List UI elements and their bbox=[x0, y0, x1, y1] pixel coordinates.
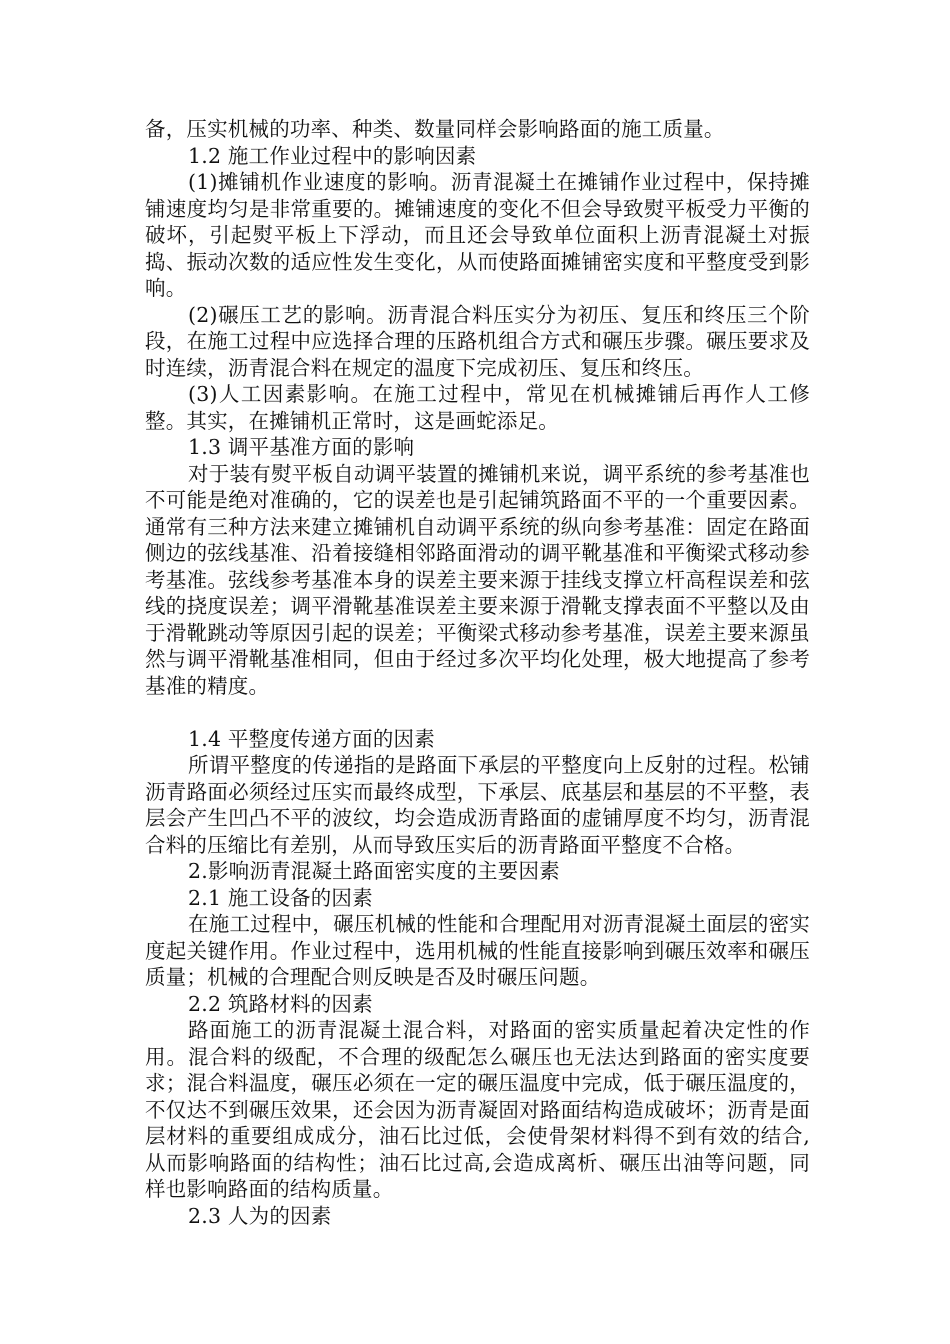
paragraph: 所谓平整度的传递指的是路面下承层的平整度向上反射的过程。松铺沥青路面必须经过压实而最终成型，下承层、底基层和基层的不平整，表层会产生凹凸不平的波纹，均会造成沥青路面的虚铺厚度不均匀，沥青混合料的压缩比有差别，从而导致压实后的沥青路面平整度不合格。 bbox=[145, 753, 810, 857]
section-heading: 2.3 人为的因素 bbox=[188, 1203, 332, 1228]
paragraph: 在施工过程中，碾压机械的性能和合理配用对沥青混凝土面层的密实度起关键作用。作业过程中，选用机械的性能直接影响到碾压效率和碾压质量；机械的合理配合则反映是否及时碾压问题。 bbox=[145, 912, 810, 989]
paragraph: 对于装有熨平板自动调平装置的摊铺机来说，调平系统的参考基准也不可能是绝对准确的，它的误差也是引起铺筑路面不平的一个重要因素。通常有三种方法来建立摊铺机自动调平系统的纵向参考基准：固定在路面侧边的弦线基准、沿着接缝相邻路面滑动的调平靴基准和平衡梁式移动参考基准。弦线参考基准本身的误差主要来源于挂线支撑立杆高程误差和弦线的挠度误差；调平滑靴基准误差主要来源于滑靴支撑表面不平整以及由于滑靴跳动等原因引起的误差；平衡梁式移动参考基准，误差主要来源虽然与调平滑靴基准相同，但由于经过多次平均化处理，极大地提高了参考基准的精度。 bbox=[145, 461, 810, 698]
paragraph: 备，压实机械的功率、种类、数量同样会影响路面的施工质量。 bbox=[145, 117, 725, 141]
section-heading: 2.1 施工设备的因素 bbox=[188, 885, 373, 910]
section-heading: 2.2 筑路材料的因素 bbox=[188, 991, 373, 1016]
chapter-heading: 2.影响沥青混凝土路面密实度的主要因素 bbox=[188, 859, 560, 883]
paragraph: (1)摊铺机作业速度的影响。沥青混凝土在摊铺作业过程中，保持摊铺速度均匀是非常重要的。摊铺速度的变化不但会导致熨平板受力平衡的破坏，引起熨平板上下浮动，而且还会导致单位面积上沥青混凝土对振捣、振动次数的适应性发生变化，从而使路面摊铺密实度和平整度受到影响。 bbox=[145, 170, 810, 300]
section-heading: 1.2 施工作业过程中的影响因素 bbox=[188, 143, 477, 168]
section-heading: 1.4 平整度传递方面的因素 bbox=[188, 726, 435, 751]
paragraph: (3)人工因素影响。在施工过程中，常见在机械摊铺后再作人工修整。其实，在摊铺机正常时，这是画蛇添足。 bbox=[145, 382, 810, 433]
document-body bbox=[145, 116, 810, 1229]
blank-line bbox=[145, 699, 810, 726]
section-heading: 1.3 调平基准方面的影响 bbox=[188, 435, 415, 459]
paragraph: (2)碾压工艺的影响。沥青混合料压实分为初压、复压和终压三个阶段，在施工过程中应选择合理的压路机组合方式和碾压步骤。碾压要求及时连续，沥青混合料在规定的温度下完成初压、复压和终压。 bbox=[145, 302, 810, 380]
paragraph: 路面施工的沥青混凝土混合料，对路面的密实质量起着决定性的作用。混合料的级配，不合理的级配怎么碾压也无法达到路面的密实度要求；混合料温度，碾压必须在一定的碾压温度中完成，低于碾压温度的，不仅达不到碾压效果，还会因为沥青凝固对路面结构造成破坏；沥青是面层材料的重要组成成分，油石比过低，会使骨架材料得不到有效的结合,从而影响路面的结构性；油石比过高,会造成离析、碾压出油等问题，同样也影响路面的结构质量。 bbox=[145, 1018, 810, 1201]
